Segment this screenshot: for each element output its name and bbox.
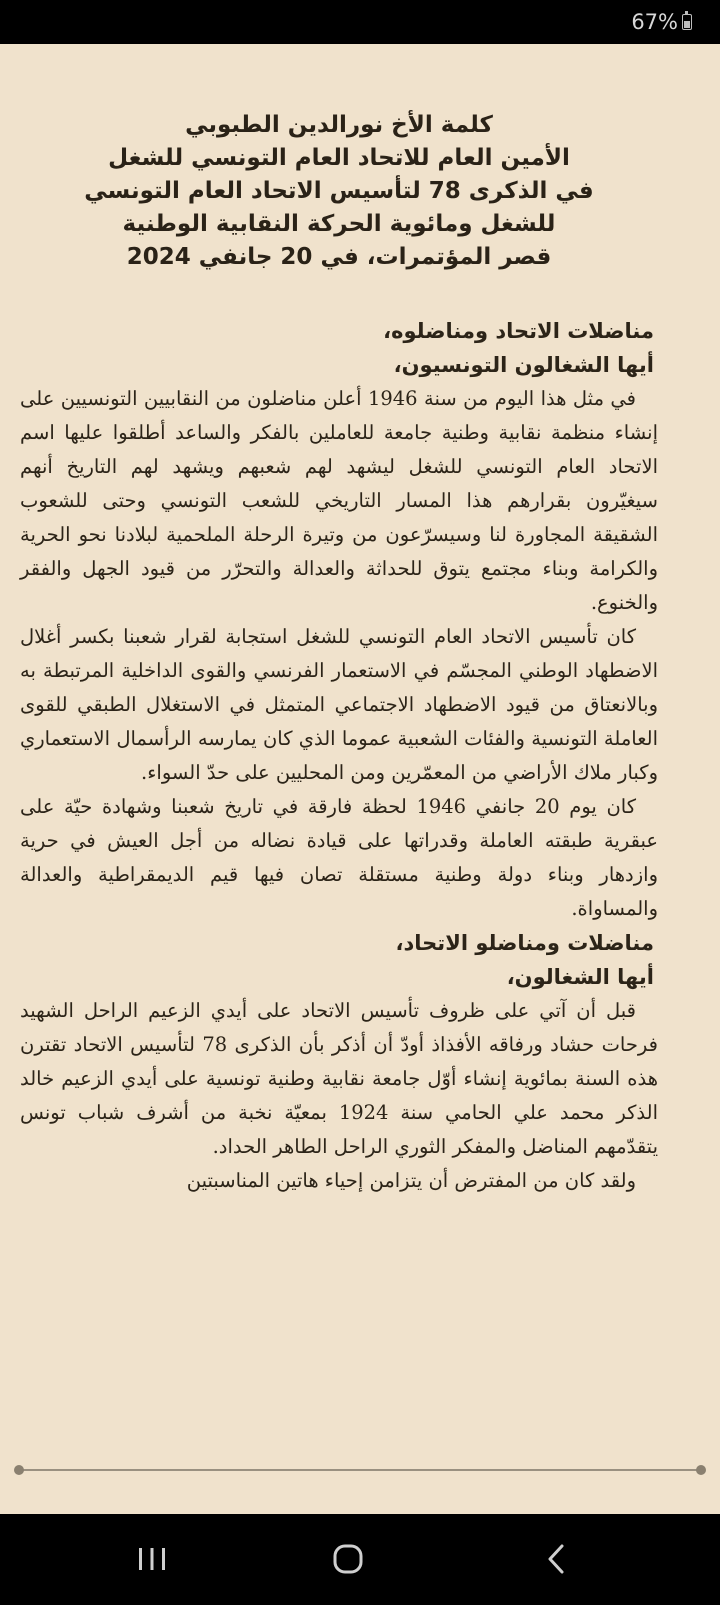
paragraph: كان تأسيس الاتحاد العام التونسي للشغل استجابة لقرار شعبنا بكسر أغلال الاضطهاد الوطني المجسّم في الاستعمار الفرنسي والقوى الداخلية المرتبطة به وبالانعتاق من قيود الاضطهاد الاجتماعي المتمثل في الاستغلال الطبقي للقوى العاملة التونسية والفئات الشعبية عموما الذي كان يمارسه الرأسمال الاستعماري وكبار ملاك الأراضي من المعمّرين ومن المحليين على حدّ السواء. <box>20 625 658 784</box>
scroll-end-handle[interactable] <box>696 1465 706 1475</box>
battery-percent: 67% <box>631 10 678 34</box>
heading-line: الأمين العام للاتحاد العام التونسي للشغل <box>108 145 570 171</box>
salutation-line: مناضلات الاتحاد ومناضلوه، <box>383 319 654 343</box>
speech-heading <box>20 109 658 274</box>
document-page[interactable] <box>0 44 720 1514</box>
status-bar <box>0 0 720 44</box>
salutation-line: أيها الشغالون، <box>506 965 654 989</box>
home-icon <box>331 1542 365 1576</box>
heading-line: كلمة الأخ نورالدين الطبوبي <box>185 112 493 138</box>
paragraph: في مثل هذا اليوم من سنة 1946 أعلن مناضلون من النقابيين التونسيين على إنشاء منظمة نقابية وطنية جامعة للعاملين بالفكر والساعد أطلقوا عليها اسم الاتحاد العام التونسي للشغل ليشهد لهم شعبهم ويشهد لهم التاريخ أنهم سيغيّرون بقرارهم هذا المسار التاريخي للشعب التونسي وحتى للشعوب الشقيقة المجاورة لنا وسيسرّعون من وتيرة الرحلة الملحمية لبلادنا نحو الحرية والكرامة وبناء مجتمع يتوق للحداثة والعدالة والتحرّر من قيود الجهل والفقر والخنوع. <box>20 387 658 614</box>
recent-apps-icon <box>135 1545 169 1573</box>
heading-line: في الذكرى 78 لتأسيس الاتحاد العام التونسي <box>84 178 594 204</box>
battery-indicator <box>631 10 692 34</box>
paragraph: قبل أن آتي على ظروف تأسيس الاتحاد على أيدي الزعيم الراحل الشهيد فرحات حشاد ورفاقه الأفذاذ أودّ أن أذكر بأن الذكرى 78 لتأسيس الاتحاد تقترن هذه السنة بمائوية إنشاء أوّل جامعة نقابية وطنية تونسية على أيدي الزعيم خالد الذكر محمد علي الحامي سنة 1924 بمعيّة نخبة من أشرف شباب تونس يتقدّمهم المناضل والمفكر الثوري الراحل الطاهر الحداد. <box>20 999 658 1158</box>
horizontal-scrollbar[interactable] <box>18 1469 702 1471</box>
battery-icon <box>682 14 692 30</box>
speech-body <box>20 314 658 1198</box>
paragraph: ولقد كان من المفترض أن يتزامن إحياء هاتين المناسبتين <box>186 1169 636 1192</box>
salutation-line: مناضلات ومناضلو الاتحاد، <box>395 931 654 955</box>
heading-line: للشغل ومائوية الحركة النقابية الوطنية <box>122 211 556 237</box>
scroll-start-handle[interactable] <box>14 1465 24 1475</box>
article <box>20 44 658 1198</box>
salutation-line: أيها الشغالون التونسيون، <box>393 353 654 377</box>
recent-apps-button[interactable] <box>122 1534 182 1584</box>
back-button[interactable] <box>527 1534 587 1584</box>
back-icon <box>542 1542 572 1576</box>
navigation-bar <box>0 1514 720 1605</box>
paragraph: كان يوم 20 جانفي 1946 لحظة فارقة في تاريخ شعبنا وشهادة حيّة على عبقرية طبقته العاملة وقدراتها على قيادة نضاله من أجل العيش في حرية وازدهار وبناء دولة وطنية مستقلة تصان فيها قيم الديمقراطية والعدالة والمساواة. <box>20 795 658 920</box>
heading-line: قصر المؤتمرات، في 20 جانفي 2024 <box>126 244 552 270</box>
home-button[interactable] <box>318 1534 378 1584</box>
